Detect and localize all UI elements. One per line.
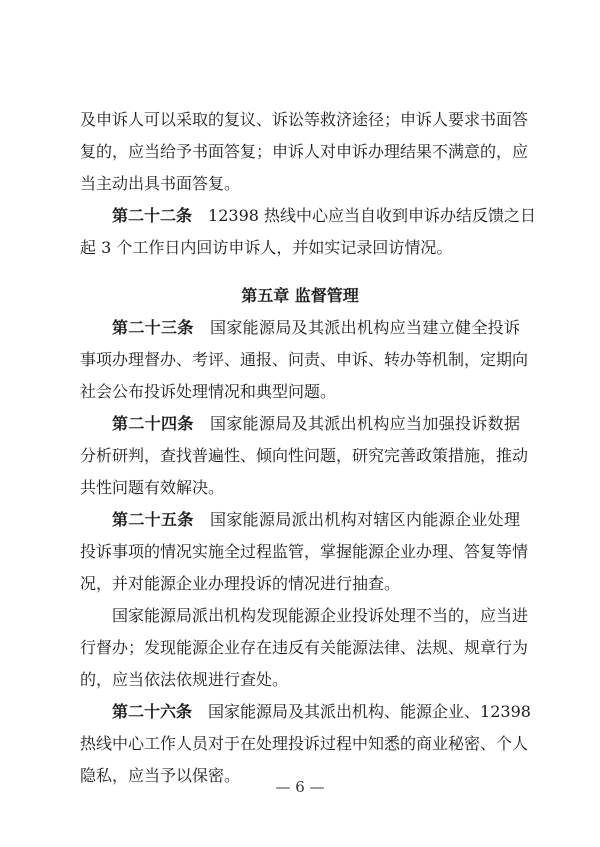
article-26-text1: 国家能源局及其派出机构、能源企业、12398	[208, 702, 531, 721]
page-number: — 6 —	[275, 778, 325, 796]
article-24-text1: 国家能源局及其派出机构应当加强投诉数据	[210, 414, 520, 433]
article-25-line3: 况，并对能源企业办理投诉的情况进行抽查。	[80, 574, 401, 593]
article-25-line1	[80, 504, 520, 536]
article-25-text1: 国家能源局派出机构对辖区内能源企业处理	[210, 510, 520, 529]
article-24-line1	[80, 408, 520, 440]
article-22-line1	[80, 200, 537, 232]
article-24-line2: 分析研判，查找普遍性、倾向性问题，研究完善政策措施，推动	[80, 446, 529, 465]
para1-line1: 及申诉人可以采取的复议、诉讼等救济途径；申诉人要求书面答	[80, 110, 529, 129]
article-25b-line1: 国家能源局派出机构发现能源企业投诉处理不当的，应当进	[112, 606, 529, 625]
article-22-title: 第二十二条	[112, 206, 193, 225]
article-25b-line3: 的，应当依法依规进行查处。	[80, 670, 289, 689]
article-25-title: 第二十五条	[112, 510, 194, 529]
article-23-line1	[80, 312, 520, 344]
article-23-line3: 社会公布投诉处理情况和典型问题。	[80, 382, 337, 401]
para1-line3: 当主动出具书面答复。	[80, 174, 241, 193]
article-23-title: 第二十三条	[112, 318, 194, 337]
article-23-text1: 国家能源局及其派出机构应当建立健全投诉	[210, 318, 520, 337]
article-26-line3: 隐私，应当予以保密。	[80, 766, 241, 785]
article-25b-line2: 行督办；发现能源企业存在违反有关能源法律、法规、规章行为	[80, 638, 529, 657]
article-24-title: 第二十四条	[112, 414, 194, 433]
article-26-title: 第二十六条	[112, 702, 193, 721]
article-22-text1: 12398 热线中心应当自收到申诉办结反馈之日	[208, 206, 537, 225]
article-23-line2: 事项办理督办、考评、通报、问责、申诉、转办等机制，定期向	[80, 350, 529, 369]
body-text	[80, 104, 537, 792]
para1-line2: 复的，应当给予书面答复；申诉人对申诉办理结果不满意的，应	[80, 142, 529, 161]
chapter-heading: 第五章 监督管理	[241, 286, 359, 305]
article-22-line2: 起 3 个工作日内回访申诉人，并如实记录回访情况。	[80, 238, 453, 257]
article-26-line2: 热线中心工作人员对于在处理投诉过程中知悉的商业秘密、个人	[80, 734, 529, 753]
article-24-line3: 共性问题有效解决。	[80, 478, 225, 497]
article-25-line2: 投诉事项的情况实施全过程监管，掌握能源企业办理、答复等情	[80, 542, 529, 561]
article-26-line1	[80, 696, 531, 728]
